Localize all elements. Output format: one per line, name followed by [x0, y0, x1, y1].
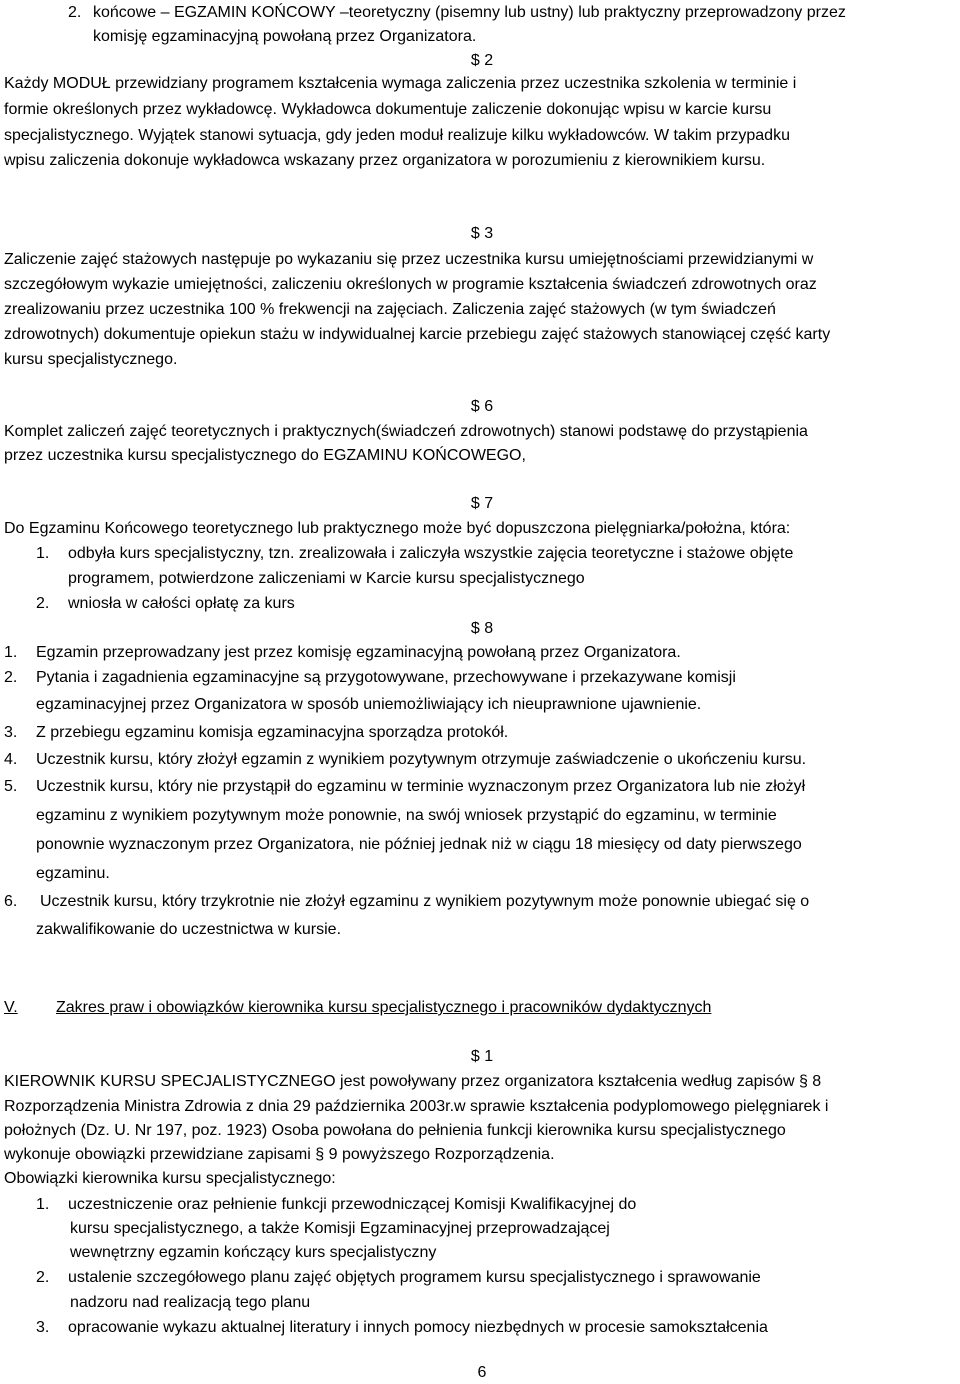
- list-number: 4.: [4, 751, 18, 768]
- list-number: 2.: [36, 595, 50, 612]
- list-number: 1.: [4, 644, 18, 661]
- list-item: programem, potwierdzone zaliczeniami w Karcie kursu specjalistycznego: [68, 570, 585, 587]
- list-number: 2.: [36, 1269, 50, 1286]
- list-item: Z przebiegu egzaminu komisja egzaminacyjna sporządza protokół.: [36, 724, 509, 741]
- list-item: wewnętrzny egzamin kończący kurs specjalistyczny: [70, 1244, 437, 1261]
- list-item: ponownie wyznaczonym przez Organizatora, nie później jednak niż w ciągu 18 miesięcy od daty pierwszego: [36, 836, 802, 853]
- list-number: 2.: [68, 4, 82, 21]
- list-item: wniosła w całości opłatę za kurs: [68, 595, 295, 612]
- paragraph-line: komisję egzaminacyjną powołaną przez Organizatora.: [93, 28, 477, 45]
- list-item: Pytania i zagadnienia egzaminacyjne są przygotowywane, przechowywane i przekazywane komisji: [36, 669, 736, 686]
- list-number: 1.: [36, 1196, 50, 1213]
- list-number: 5.: [4, 778, 18, 795]
- paragraph-line: wpisu zaliczenia dokonuje wykładowca wskazany przez organizatora w porozumieniu z kierownikiem kursu.: [4, 152, 766, 169]
- list-item: egzaminacyjnej przez Organizatora w sposób uniemożliwiający ich nieuprawnione ujawnienie.: [36, 696, 702, 713]
- list-item: kursu specjalistycznego, a także Komisji Egzaminacyjnej przeprowadzającej: [70, 1220, 610, 1237]
- list-item: Uczestnik kursu, który nie przystąpił do egzaminu w terminie wyznaczonym przez Organizatora lub nie złożył: [36, 778, 806, 795]
- section-heading: $ 1: [470, 1048, 494, 1065]
- paragraph-line: położnych (Dz. U. Nr 197, poz. 1923) Osoba powołana do pełnienia funkcji kierownika kursu specjalistycznego: [4, 1122, 786, 1139]
- page-number: 6: [477, 1364, 487, 1381]
- paragraph-line: Komplet zaliczeń zajęć teoretycznych i praktycznych(świadczeń zdrowotnych) stanowi podstawę do przystąpienia: [4, 423, 808, 440]
- paragraph-line: kursu specjalistycznego.: [4, 351, 178, 368]
- section-heading: $ 6: [470, 398, 494, 415]
- section-number: V.: [4, 999, 18, 1016]
- list-item: opracowanie wykazu aktualnej literatury i innych pomocy niezbędnych w procesie samokształcenia: [68, 1319, 768, 1336]
- section-title: Zakres praw i obowiązków kierownika kursu specjalistycznego i pracowników dydaktycznych: [56, 999, 712, 1016]
- list-number: 1.: [36, 545, 50, 562]
- paragraph-line: formie określonych przez wykładowcę. Wykładowca dokumentuje zaliczenie dokonując wpisu w karcie kursu: [4, 101, 772, 118]
- list-item: uczestniczenie oraz pełnienie funkcji przewodniczącej Komisji Kwalifikacyjnej do: [68, 1196, 637, 1213]
- paragraph-line: zrealizowaniu przez uczestnika 100 % frekwencji na zajęciach. Zaliczenia zajęć stażowych (w tym świadczeń: [4, 301, 776, 318]
- paragraph-line: wykonuje obowiązki przewidziane zapisami § 9 powyższego Rozporządzenia.: [4, 1146, 555, 1163]
- list-item: egzaminu.: [36, 865, 110, 882]
- section-heading: $ 7: [470, 495, 494, 512]
- paragraph-line: KIEROWNIK KURSU SPECJALISTYCZNEGO jest powoływany przez organizatora kształcenia według zapisów § 8: [4, 1073, 822, 1090]
- section-heading: $ 3: [470, 225, 494, 242]
- paragraph-line: specjalistycznego. Wyjątek stanowi sytuacja, gdy jeden moduł realizuje kilku wykładowców. W takim przypadku: [4, 127, 790, 144]
- list-item: ustalenie szczegółowego planu zajęć objętych programem kursu specjalistycznego i sprawowanie: [68, 1269, 761, 1286]
- paragraph-line: Rozporządzenia Ministra Zdrowia z dnia 29 października 2003r.w sprawie kształcenia podyplomowego pielęgniarek i: [4, 1098, 829, 1115]
- list-item: Egzamin przeprowadzany jest przez komisję egzaminacyjną powołaną przez Organizatora.: [36, 644, 681, 661]
- list-number: 3.: [4, 724, 18, 741]
- list-item: nadzoru nad realizacją tego planu: [70, 1294, 311, 1311]
- list-item: Uczestnik kursu, który złożył egzamin z wynikiem pozytywnym otrzymuje zaświadczenie o ukończeniu kursu.: [36, 751, 807, 768]
- paragraph-line: przez uczestnika kursu specjalistycznego do EGZAMINU KOŃCOWEGO,: [4, 447, 526, 464]
- paragraph-line: Obowiązki kierownika kursu specjalistycznego:: [4, 1170, 336, 1187]
- section-heading: $ 8: [470, 620, 494, 637]
- paragraph-line: Do Egzaminu Końcowego teoretycznego lub praktycznego może być dopuszczona pielęgniarka/położna, która:: [4, 520, 791, 537]
- list-item: zakwalifikowanie do uczestnictwa w kursie.: [36, 921, 342, 938]
- list-number: 2.: [4, 669, 18, 686]
- list-item: Uczestnik kursu, który trzykrotnie nie złożył egzaminu z wynikiem pozytywnym może ponownie ubiegać się o: [40, 893, 810, 910]
- paragraph-line: szczegółowym wykazie umiejętności, zaliczeniu określonych w programie kształcenia świadczeń zdrowotnych oraz: [4, 276, 817, 293]
- list-item: egzaminu z wynikiem pozytywnym może ponownie, na swój wniosek przystąpić do egzaminu, w terminie: [36, 807, 777, 824]
- paragraph-line: końcowe – EGZAMIN KOŃCOWY –teoretyczny (pisemny lub ustny) lub praktyczny przeprowadzony przez: [93, 4, 846, 21]
- list-number: 6.: [4, 893, 18, 910]
- list-item: odbyła kurs specjalistyczny, tzn. zrealizowała i zaliczyła wszystkie zajęcia teoretyczne i stażowe objęte: [68, 545, 794, 562]
- paragraph-line: zdrowotnych) dokumentuje opiekun stażu w indywidualnej karcie przebiegu zajęć stażowych stanowiącej część karty: [4, 326, 831, 343]
- list-number: 3.: [36, 1319, 50, 1336]
- paragraph-line: Każdy MODUŁ przewidziany programem kształcenia wymaga zaliczenia przez uczestnika szkolenia w terminie i: [4, 75, 797, 92]
- section-heading: $ 2: [470, 52, 494, 69]
- paragraph-line: Zaliczenie zajęć stażowych następuje po wykazaniu się przez uczestnika kursu umiejętnościami przewidzianymi w: [4, 251, 814, 268]
